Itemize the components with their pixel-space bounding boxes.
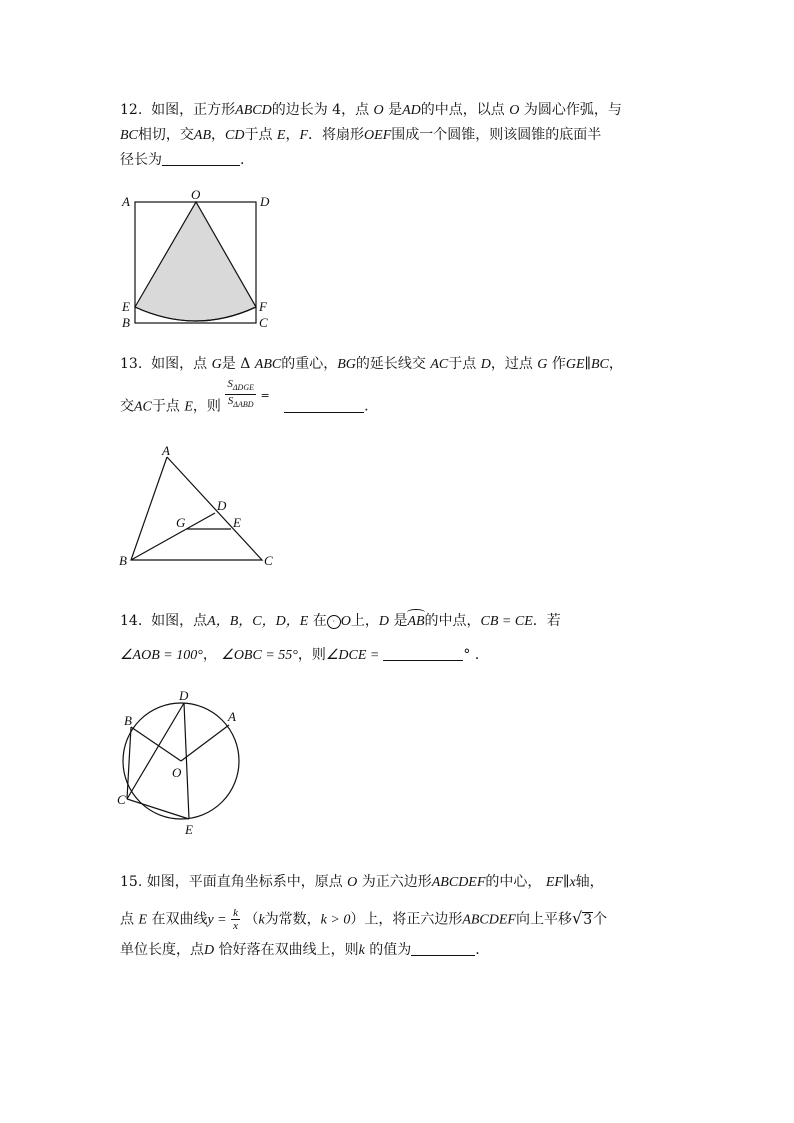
answer-blank-13[interactable] [284, 398, 364, 413]
label-a: A [228, 709, 236, 724]
label-b: B [119, 553, 127, 568]
segment-ce [127, 799, 189, 819]
label-f: F [259, 299, 267, 314]
label-a: A [162, 443, 170, 458]
q12-line-3: 径长为 . [120, 152, 245, 168]
q15-line-3: 单位长度，点D 恰好落在双曲线上，则k 的值为 . [120, 942, 480, 958]
q15-line-1: 15. 如图，平面直角坐标系中，原点 O 为正六边形ABCDEF的中心， EF∥x轴， [120, 874, 604, 890]
label-c: C [264, 553, 273, 568]
label-d: D [179, 688, 189, 703]
q12-figure [112, 185, 282, 335]
circle-symbol-icon: · [327, 615, 341, 629]
hyperbola-fraction: $\frac{k}{x}$ [233, 907, 238, 932]
q14-line-2: ∠AOB = 100°， ∠OBC = 55°，则∠DCE = ° ． [120, 647, 489, 663]
answer-blank-14[interactable] [383, 646, 463, 661]
answer-blank-15[interactable] [411, 941, 475, 956]
segment-ao [181, 725, 229, 761]
answer-blank-12[interactable] [162, 151, 240, 166]
label-c: C [259, 315, 268, 330]
q12-line-2: BC相切，交AB，CD于点 E，F．将扇形OEF围成一个圆锥，则该圆锥的底面半 [120, 127, 602, 143]
label-b: B [124, 713, 132, 728]
label-c: C [117, 792, 126, 807]
label-o: O [191, 187, 201, 202]
triangle-abc [131, 457, 262, 560]
q14-line-1: 14. 如图，点A，B，C，D，E 在 · O上，D 是AB的中点，CB = CE．若 [120, 611, 561, 632]
arc-ab: AB [407, 612, 424, 632]
label-g: G [176, 515, 186, 530]
label-d: D [217, 498, 227, 513]
label-e: E [122, 299, 130, 314]
label-b: B [122, 315, 130, 330]
segment-de [184, 703, 189, 819]
area-ratio-fraction: $\frac{S_{\Delta DGE}}{S_{\Delta ABD}}$ [227, 378, 254, 410]
segment-cd [127, 703, 184, 799]
q13-line-1: 13. 如图，点 G是 Δ ABC的重心，BG的延长线交 AC于点 D，过点 G 作GE∥BC， [120, 356, 623, 372]
label-d: D [260, 194, 270, 209]
segment-bd [131, 513, 215, 560]
segment-bo [131, 727, 181, 761]
q14-figure [112, 685, 252, 840]
label-o: O [172, 765, 182, 780]
sector-oef [135, 202, 256, 321]
label-e: E [185, 822, 193, 837]
q12-line-1: 12. 如图，正方形ABCD的边长为 4，点 O 是AD的中点，以点 O 为圆心作弧，与 [120, 102, 622, 118]
label-a: A [122, 194, 130, 209]
q13-line-2: 交AC于点 E，则 $\frac{S_{\Delta DGE}}{S_{\Delta ABD}}$ = . [120, 378, 369, 415]
label-e: E [233, 515, 241, 530]
q13-figure [112, 440, 282, 572]
q15-line-2: 点 E 在双曲线y = $\frac{k}{x}$ （k为常数，k > 0）上，将正六边形ABCDEF向上平移√3个 [120, 907, 608, 932]
